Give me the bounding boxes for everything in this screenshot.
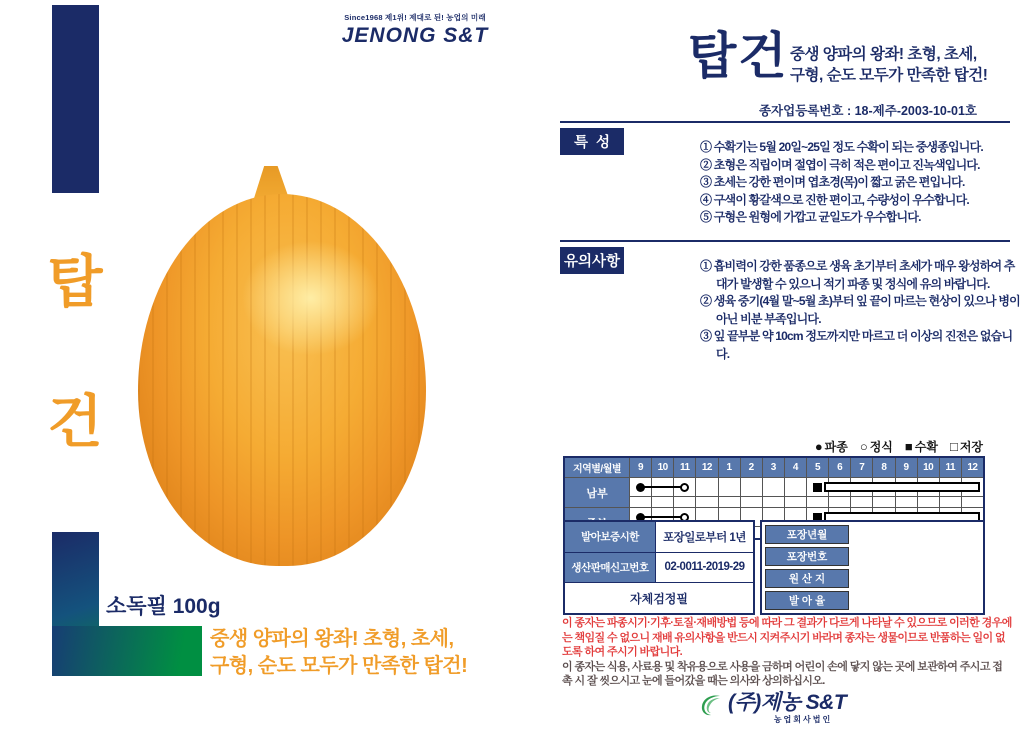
calendar-month-header: 3 [763,458,784,477]
calendar-subcell [785,497,806,507]
info-value-blank [849,591,980,610]
calendar-legend [815,438,983,455]
precaution-item: ③ 잎 끝부분 약 10cm 정도까지만 마르고 더 이상의 진전은 없습니다. [700,329,1013,361]
onion-body [138,194,426,566]
calendar-subcell [719,497,740,507]
feature-item: ① 수확기는 5월 20일~25일 정도 수확이 되는 중생종입니다. [700,140,983,154]
calendar-subcell [652,497,673,507]
transplant-circle-icon: ○ [859,439,868,454]
harvest-square-icon: ■ [904,439,913,454]
calendar-month-header: 9 [630,458,651,477]
calendar-subcell [807,497,828,507]
calendar-subcell [896,497,917,507]
brand-logo [330,12,500,48]
precautions-section [560,240,1020,361]
left-slogan [210,626,467,680]
jenong-globe-icon [698,692,724,718]
company-logo [698,692,846,725]
legend-sowing [815,438,848,455]
weight-label: 소독필 100g [106,595,221,618]
calendar-subcell [918,497,939,507]
table-row [765,591,980,610]
left-slogan-line1: 중생 양파의 왕좌! 초형, 초세, [210,628,454,650]
seed-info-table [563,520,755,615]
calendar-cell [630,478,651,496]
calendar-month-header: 11 [674,458,695,477]
product-name-char-1: 탑 [47,250,103,314]
calendar-cell [652,478,673,496]
info-label: 포장번호 [765,547,849,566]
brand-logo-text: JENONG S&T [341,24,489,47]
legend-transplant [860,438,893,455]
calendar-month-header: 10 [652,458,673,477]
brand-tagline: Since1968 제1위! 제대로 된! 농업의 미래 [344,13,486,22]
calendar-cell [918,478,939,496]
company-type: 농업회사법인 [773,715,833,724]
left-navy-bar [52,5,99,193]
calendar-cell [807,478,828,496]
calendar-month-header: 12 [962,458,983,477]
disclaimer-text: 이 종자는 파종시기·기후·토질·재배방법 등에 따라 그 결과가 다르게 나타날 수 있으므로 이러한 경우에는 책임질 수 없으니 재배 유의사항을 반드시 지켜주시기 바라며 종자는 생물이므로 반품하는 일이 없도록 하여 주시기 바랍니다. [562,617,1012,658]
info-label: 생산판매신고번호 [565,553,655,583]
calendar-cell [741,478,762,496]
calendar-subcell [851,497,872,507]
info-value-blank [849,525,980,544]
calendar-subcell [741,497,762,507]
calendar-month-header: 5 [807,458,828,477]
info-value: 포장일로부터 1년 [656,522,753,552]
calendar-cell [785,478,806,496]
calendar-cell [896,478,917,496]
calendar-cell [696,478,717,496]
precautions-list [700,258,1022,363]
calendar-subcell [873,497,894,507]
legend-storage [950,438,983,455]
feature-item: ⑤ 구형은 원형에 가깝고 균일도가 우수합니다. [700,210,921,224]
left-slogan-line2: 구형, 순도 모두가 만족한 탑건! [210,655,468,677]
calendar-subcell [696,497,717,507]
legend-label: 파종 [824,440,848,454]
precaution-item: ① 흡비력이 강한 품종으로 생육 초기부터 초세가 매우 왕성하여 추대가 발생할 수 있으니 적기 파종 및 정식에 유의 바랍니다. [700,259,1015,291]
calendar-month-header: 8 [873,458,894,477]
feature-item: ④ 구색이 황갈색으로 진한 편이고, 수량성이 우수합니다. [700,192,969,207]
feature-item: ③ 초세는 강한 편이며 엽초경(목)이 짧고 굵은 편입니다. [700,175,965,189]
company-name: (주)제농 S&T [728,691,847,714]
info-label: 발아보증시한 [565,522,655,552]
features-section [560,121,1010,224]
calendar-month-header: 6 [829,458,850,477]
calendar-region-label: 남부 [565,478,629,507]
calendar-month-header: 7 [851,458,872,477]
calendar-month-header: 9 [896,458,917,477]
calendar-subcell [829,497,850,507]
precautions-heading: 유의사항 [560,247,624,274]
calendar-month-header: 11 [940,458,961,477]
calendar-cell [719,478,740,496]
calendar-cell [851,478,872,496]
calendar-subcell [940,497,961,507]
sowing-dot-icon: ● [814,439,823,454]
packaging-info-table [760,520,985,615]
info-value-blank [849,547,980,566]
calendar-cell [873,478,894,496]
warning-text [562,616,1012,689]
calendar-month-header: 2 [741,458,762,477]
calendar-cell [940,478,961,496]
table-row [765,569,980,588]
calendar-cell [962,478,983,496]
storage-open-square-icon: □ [949,439,958,454]
product-subtitle-line2: 구형, 순도 모두가 만족한 탑건! [790,67,988,84]
calendar-subcell [763,497,784,507]
product-subtitle [790,44,987,86]
calendar-cell [829,478,850,496]
calendar-cell [763,478,784,496]
info-label: 원 산 지 [765,569,849,588]
registration-number: 종자업등록번호 : 18-제주-2003-10-01호 [758,104,977,118]
feature-item: ② 초형은 직립이며 절엽이 극히 적은 편이고 진녹색입니다. [700,157,980,172]
info-label: 발 아 율 [765,591,849,610]
legend-harvest [905,438,938,455]
calendar-month-header: 10 [918,458,939,477]
table-row [765,547,980,566]
legend-label: 정식 [869,440,893,454]
calendar-subcell [630,497,651,507]
calendar-subcell [962,497,983,507]
calendar-month-header: 1 [719,458,740,477]
legend-label: 저장 [959,440,983,454]
info-label: 포장년월 [765,525,849,544]
section-rule [560,240,1010,242]
product-name-char-2: 건 [47,390,103,454]
onion-photo [138,166,426,566]
precaution-item: ② 생육 중기(4월 말~5월 초)부터 잎 끝이 마르는 현상이 있으나 병이 아닌 비분 부족입니다. [700,294,1020,326]
features-heading: 특 성 [560,128,624,155]
safety-text: 이 종자는 식용, 사료용 및 착유용으로 사용을 금하며 어린이 손에 닿지 않는 곳에 보관하여 주시고 접촉 시 잘 씻으시고 눈에 들어갔을 때는 의사와 상의하십시오. [562,660,1003,687]
features-list [700,139,1022,227]
table-row [765,525,980,544]
self-check-label: 자체검정필 [565,583,753,613]
calendar-corner-header: 지역별/월별 [565,458,629,477]
calendar-month-header: 12 [696,458,717,477]
calendar-month-header: 4 [785,458,806,477]
info-value-blank [849,569,980,588]
product-subtitle-line1: 중생 양파의 왕좌! 초형, 초세, [790,46,977,63]
calendar-subcell [674,497,695,507]
section-rule [560,121,1010,123]
info-value: 02-0011-2019-29 [656,553,753,583]
legend-label: 수확 [914,440,938,454]
company-name-block [728,692,846,725]
left-gradient-bar-horizontal [52,626,202,676]
product-title: 탑건 [688,28,789,84]
calendar-cell [674,478,695,496]
